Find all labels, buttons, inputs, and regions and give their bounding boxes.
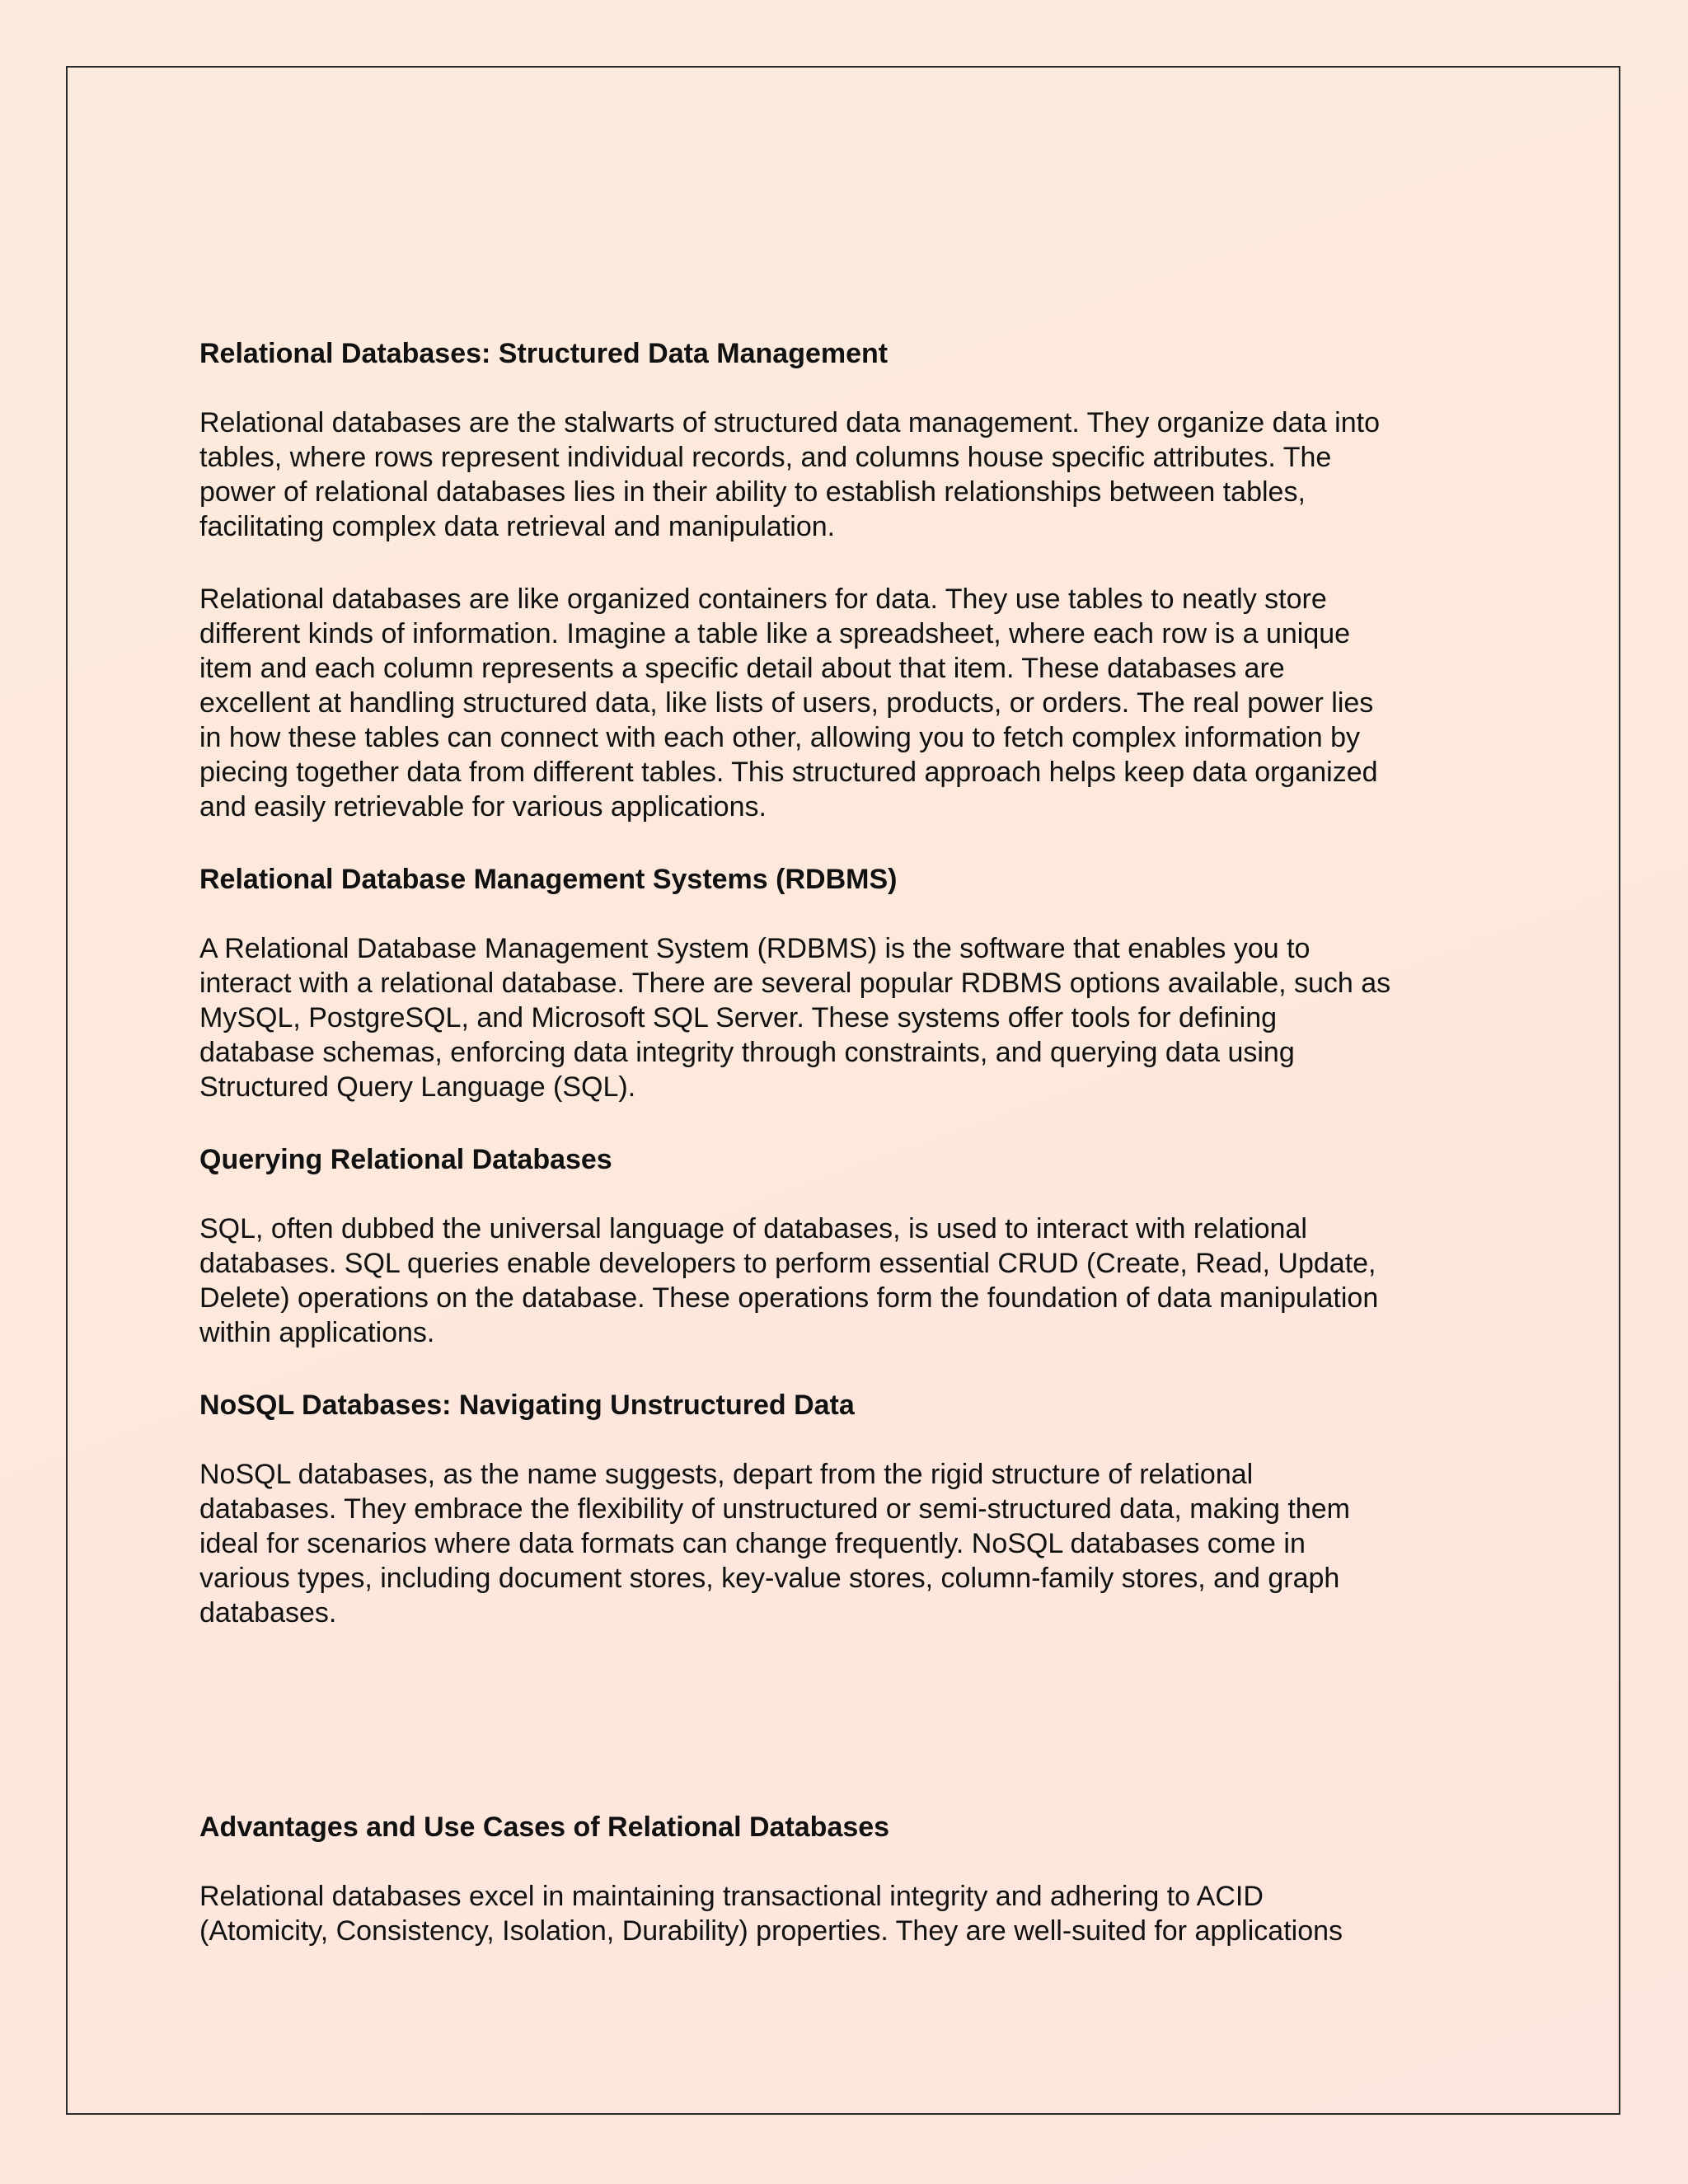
section-heading: Relational Databases: Structured Data Management (199, 338, 889, 369)
section-heading: Querying Relational Databases (199, 1144, 612, 1175)
paragraph: Relational databases are like organized containers for data. They use tables to neatly store different kinds of information. Imagine a table like a spreadsheet, where each row is a unique item and each column represents a specific detail about that item. These databases are excellent at handling structured data, like lists of users, products, or orders. The real power lies in how these tables can connect with each other, allowing you to fetch complex information by piecing together data from different tables. This structured approach helps keep data organized and easily retrievable for various applications. (199, 583, 1378, 823)
vertical-spacer (199, 1668, 1518, 1810)
document-body (199, 336, 1518, 1986)
paragraph: NoSQL databases, as the name suggests, depart from the rigid structure of relational databases. They embrace the flexibility of unstructured or semi-structured data, making them ideal for scenarios where data formats can change frequently. NoSQL databases come in various types, including document stores, key-value stores, column-family stores, and graph databases. (199, 1459, 1350, 1629)
paragraph: A Relational Database Management System (RDBMS) is the software that enables you to interact with a relational database. There are several popular RDBMS options available, such as MySQL, PostgreSQL, and Microsoft SQL Server. These systems offer tools for defining database schemas, enforcing data integrity through constraints, and querying data using Structured Query Language (SQL). (199, 933, 1391, 1103)
paragraph: Relational databases excel in maintaining transactional integrity and adhering to ACID (Atomicity, Consistency, Isolation, Durability) properties. They are well-suited for applications (199, 1881, 1343, 1947)
section-relational-databases (199, 336, 1518, 824)
paragraph: Relational databases are the stalwarts of structured data management. They organize data into tables, where rows represent individual records, and columns house specific attributes. The power of relational databases lies in their ability to establish relationships between tables, facilitating complex data retrieval and manipulation. (199, 407, 1381, 542)
section-querying (199, 1142, 1518, 1350)
paragraph: SQL, often dubbed the universal language of databases, is used to interact with relational databases. SQL queries enable developers to perform essential CRUD (Create, Read, Update, Delete) operations on the database. These operations form the foundation of data manipulation within applications. (199, 1213, 1379, 1348)
section-heading: Relational Database Management Systems (RDBMS) (199, 864, 898, 895)
section-advantages (199, 1810, 1518, 1948)
section-nosql (199, 1388, 1518, 1630)
section-rdbms (199, 862, 1518, 1104)
section-heading: NoSQL Databases: Navigating Unstructured Data (199, 1390, 855, 1421)
section-heading: Advantages and Use Cases of Relational Databases (199, 1811, 890, 1843)
